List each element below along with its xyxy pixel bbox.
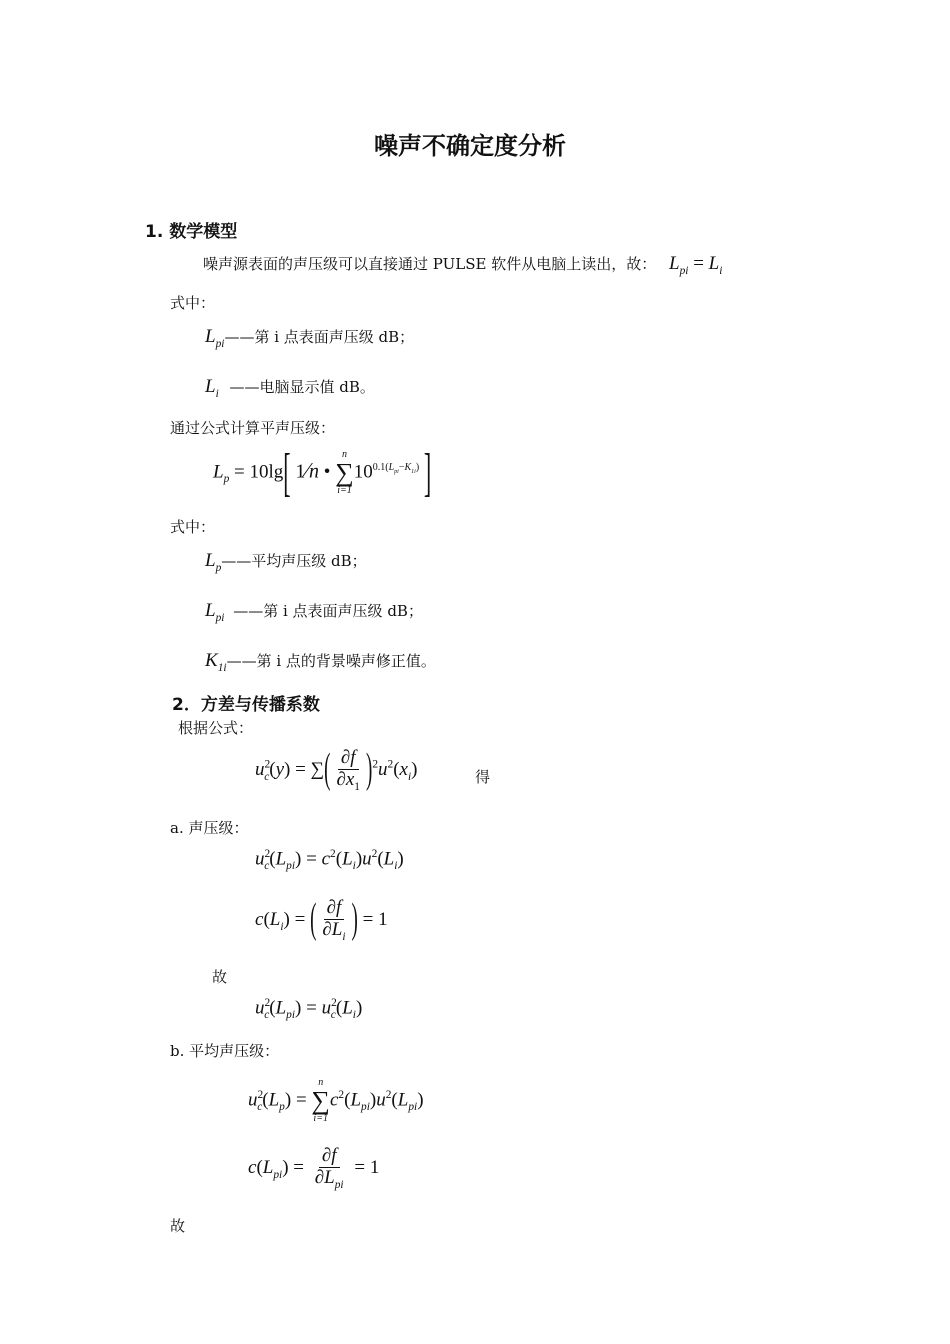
item-b-label: b. 平均声压级：: [170, 1042, 280, 1060]
page-title: 噪声不确定度分析: [374, 132, 566, 160]
symbol-lpi-2: $L_{pi}$: [205, 600, 225, 624]
intro-paragraph: [203, 253, 722, 277]
section-1-heading: 1. 数学模型: [145, 222, 238, 242]
equation-a-result: $u^2_c(L_{pi}) = u^2_c(L_i)$: [255, 997, 363, 1022]
definition-li: [205, 376, 375, 400]
equation-b-variance: $u^2_c(L_p)$ = n ∑ i=1 $c^2(L_{pi})u^2(L_{pi})$: [248, 1077, 424, 1124]
symbol-k1i: $K_{1i}$: [205, 650, 227, 674]
where-label-1: 式中：: [170, 294, 216, 312]
definition-lpi: [205, 326, 414, 350]
symbol-li: $L_i$: [205, 376, 219, 400]
equation-b-coefficient: $c(L_{pi})$ = $\frac{\partial f}{\partial L_{pi}}$ = 1: [248, 1145, 380, 1191]
get-label: 得: [475, 768, 491, 786]
therefore-label-2: 故: [170, 1217, 186, 1235]
definition-lpi-2-text: ——第 i 点表面声压级 dB；: [228, 602, 423, 620]
equation-a-coefficient: $c(L_i)$ = ( $\frac{\partial f}{\partial L_i}$ ) = 1: [255, 896, 388, 943]
definition-lp-text: ——平均声压级 dB；: [221, 552, 367, 570]
equation-a-variance: $u^2_c(L_{pi}) = c^2(L_i)u^2(L_i)$: [255, 848, 404, 873]
definition-li-text: ——电脑显示值 dB。: [224, 378, 375, 396]
intro-text: 噪声源表面的声压级可以直接通过 PULSE 软件从电脑上读出，故：: [203, 255, 657, 273]
definition-lpi-2: [205, 600, 423, 624]
section-2-heading: 2．方差与传播系数: [172, 695, 320, 715]
definition-k1i: [205, 650, 436, 674]
therefore-label-1: 故: [212, 968, 228, 986]
definition-lp: [205, 550, 367, 574]
definition-k1i-text: ——第 i 点的背景噪声修正值。: [226, 652, 436, 670]
equation-lpi-equals-li: $L_{pi} = L_i$: [668, 253, 723, 277]
where-label-2: 式中：: [170, 518, 216, 536]
item-a-label: a. 声压级：: [170, 819, 249, 837]
symbol-lpi: $L_{pi}$: [205, 326, 225, 350]
definition-lpi-text: ——第 i 点表面声压级 dB；: [224, 328, 415, 346]
equation-combined-uncertainty: $u^2_c(y)$ = ∑( $\frac{\partial f}{\partial x_1}$ )$^2u^2(x_i)$: [255, 746, 418, 793]
equation-average-level: $L_p = 10\lg$[ 1⁄n • n ∑ i=1 $10^{0.1(L_{pi}-K_{1i})}$ ]: [213, 441, 432, 502]
basis-label: 根据公式：: [178, 719, 254, 737]
calc-intro: 通过公式计算平声压级：: [170, 419, 336, 437]
symbol-lp: $L_p$: [205, 550, 222, 574]
